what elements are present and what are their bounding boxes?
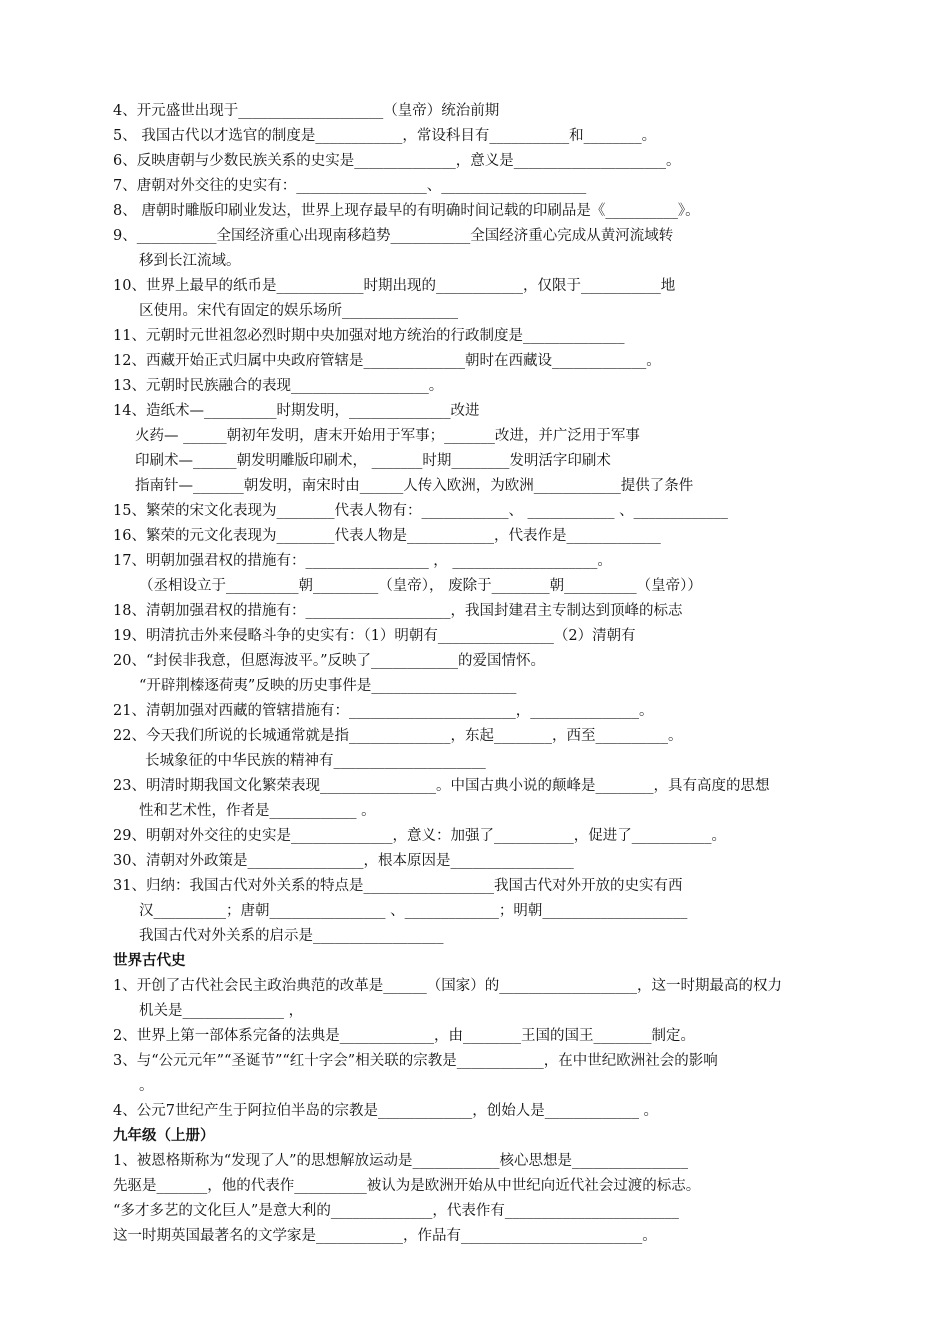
question-line: 12、西藏开始正式归属中央政府管辖是______________朝时在西藏设_____________。: [113, 353, 661, 369]
question-line: 1、被恩格斯称为“发现了人”的思想解放运动是____________核心思想是________________: [113, 1153, 689, 1169]
question-line: 火药— ______朝初年发明，唐末开始用于军事；_______改进，并广泛用于军事: [135, 428, 640, 444]
question-line: 移到长江流域。: [139, 253, 241, 269]
question-line: 13、元朝时民族融合的表现___________________。: [113, 378, 444, 394]
question-line: 4、公元7世纪产生于阿拉伯半岛的宗教是_____________，创始人是_____________ 。: [113, 1103, 659, 1119]
question-line: “开辟荆榛逐荷夷”反映的历史事件是____________________: [139, 678, 517, 694]
question-line: 18、清朝加强君权的措施有：____________________，我国封建君主专制达到顶峰的标志: [113, 603, 683, 619]
question-line: 先驱是_______，他的代表作__________被认为是欧洲开始从中世纪向近代社会过渡的标志。: [113, 1178, 701, 1194]
question-line: 7、唐朝对外交往的史实有：__________________、____________________: [113, 178, 587, 194]
question-line: 3、与“公元元年”“圣诞节”“红十字会”相关联的宗教是____________，在中世纪欧洲社会的影响: [113, 1053, 718, 1069]
section-heading-grade-nine: 九年级（上册）: [113, 1128, 215, 1144]
question-line: 汉__________；唐朝________________ 、_____________；明朝____________________: [139, 903, 688, 919]
question-line: 指南针—_______朝发明，南宋时由______人传入欧洲，为欧洲____________提供了条件: [135, 478, 694, 494]
question-line: 21、清朝加强对西藏的管辖措施有：_______________________，_______________。: [113, 703, 654, 719]
question-line: 8、 唐朝时雕版印刷业发达，世界上现存最早的有明确时间记载的印刷品是《__________》。: [113, 203, 700, 219]
question-line: 17、明朝加强君权的措施有：_________________ ， ____________________。: [113, 553, 612, 569]
question-line: 区使用。宋代有固定的娱乐场所________________: [139, 303, 458, 319]
question-line: 22、今天我们所说的长城通常就是指______________，东起________，西至__________。: [113, 728, 683, 744]
question-line: “多才多艺的文化巨人”是意大利的______________，代表作有________________________: [113, 1203, 679, 1219]
question-line: 机关是______________ ，: [139, 1003, 304, 1019]
question-line: 5、 我国古代以才选官的制度是____________，常设科目有___________和________。: [113, 128, 657, 144]
question-line: 20、“封侯非我意，但愿海波平。”反映了____________的爱国情怀。: [113, 653, 546, 669]
question-line: 6、反映唐朝与少数民族关系的史实是______________，意义是_____________________。: [113, 153, 681, 169]
question-line: 4、开元盛世出现于____________________（皇帝）统治前期: [113, 103, 500, 119]
question-line: 16、繁荣的元文化表现为________代表人物是____________，代表作是_____________: [113, 528, 661, 544]
question-line: 长城象征的中华民族的精神有_____________________: [145, 753, 486, 769]
question-line: 10、世界上最早的纸币是____________时期出现的____________，仅限于___________地: [113, 278, 676, 294]
question-line: 这一时期英国最著名的文学家是____________，作品有_________________________。: [113, 1228, 657, 1244]
question-line: 11、元朝时元世祖忽必烈时期中央加强对地方统治的行政制度是______________: [113, 328, 625, 344]
question-line: 31、归纳：我国古代对外关系的特点是__________________我国古代对外开放的史实有西: [113, 878, 683, 894]
question-line: （丞相设立于__________朝_________（皇帝）， 废除于________朝__________（皇帝））: [139, 578, 702, 594]
question-line: 19、明清抗击外来侵略斗争的史实有：（1）明朝有________________（2）清朝有: [113, 628, 636, 644]
question-line: 。: [139, 1078, 154, 1094]
question-line: 性和艺术性，作者是____________ 。: [139, 803, 376, 819]
question-line: 9、___________全国经济重心出现南移趋势___________全国经济重心完成从黄河流域转: [113, 228, 674, 244]
question-line: 14、造纸术—__________时期发明，______________改进: [113, 403, 480, 419]
question-line: 2、世界上第一部体系完备的法典是_____________，由________王国的国王________制定。: [113, 1028, 695, 1044]
question-line: 印刷术—______朝发明雕版印刷术， _______时期________发明活字印刷术: [135, 453, 611, 469]
question-line: 1、开创了古代社会民主政治典范的改革是______（国家）的___________________，这一时期最高的权力: [113, 978, 782, 994]
section-heading-world-ancient-history: 世界古代史: [113, 953, 186, 969]
question-line: 29、明朝对外交往的史实是______________，意义：加强了___________，促进了___________。: [113, 828, 726, 844]
question-line: 23、明清时期我国文化繁荣表现________________。中国古典小说的颠峰是________，具有高度的思想: [113, 778, 770, 794]
question-line: 15、繁荣的宋文化表现为________代表人物有：____________、 ____________ 、_____________: [113, 503, 728, 519]
question-line: 我国古代对外关系的启示是__________________: [139, 928, 444, 944]
question-line: 30、清朝对外政策是________________，根本原因是_________________: [113, 853, 574, 869]
